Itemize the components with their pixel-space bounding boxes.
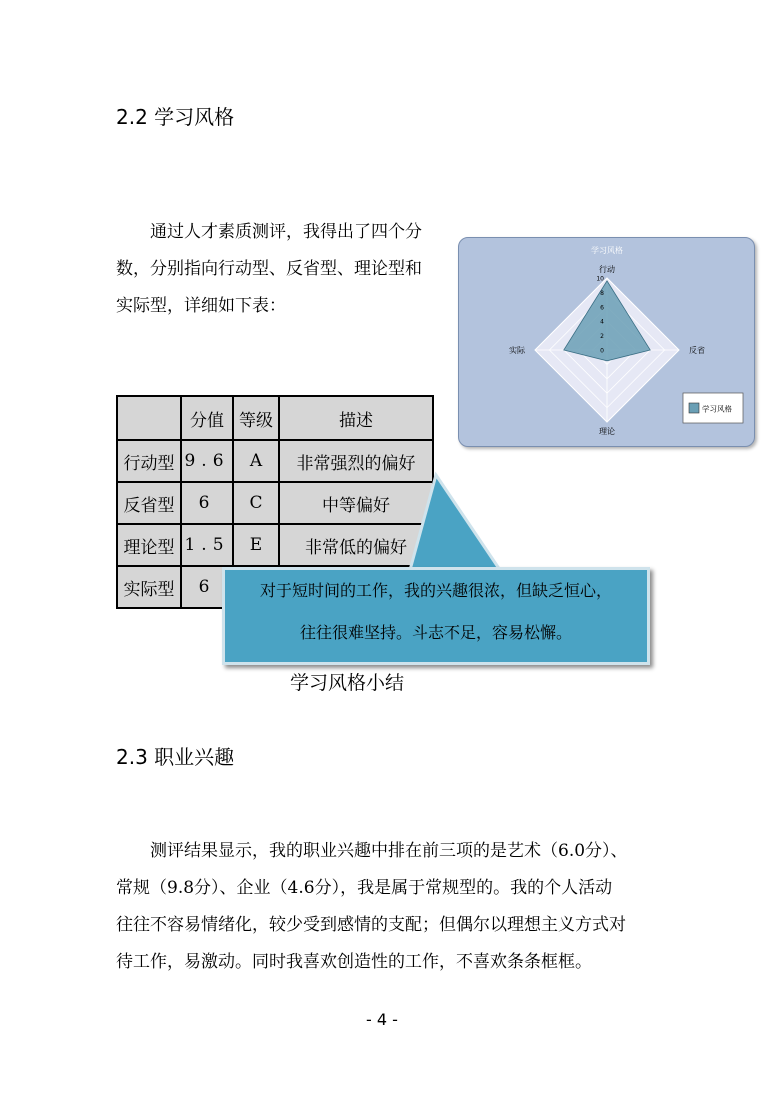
intro-paragraph <box>116 214 456 325</box>
table-cell-score: 6 <box>181 566 233 608</box>
career-line-3: 往往不容易情绪化，较少受到感情的支配；但偶尔以理想主义方式对 <box>116 915 626 935</box>
radar-tick-label: 2 <box>600 333 604 341</box>
table-header-row <box>117 396 433 440</box>
callout-box <box>222 567 650 665</box>
table-cell-score: 9.6 <box>181 440 233 482</box>
table-cell-type: 反省型 <box>117 482 181 524</box>
table-cell-desc: 非常强烈的偏好 <box>279 440 433 482</box>
table-header-cell: 等级 <box>233 396 279 440</box>
section-heading-learning-style: 2.2 学习风格 <box>116 105 235 129</box>
radar-axis-label: 实际 <box>509 346 525 355</box>
table-row <box>117 440 433 482</box>
table-cell-grade: A <box>233 440 279 482</box>
section-heading-career-interest: 2.3 职业兴趣 <box>116 745 235 769</box>
table-cell-grade: E <box>233 524 279 566</box>
radar-chart-svg <box>459 238 754 446</box>
callout-line-2: 往往很难坚持。斗志不足，容易松懈。 <box>299 623 572 642</box>
radar-tick-label: 4 <box>600 318 604 326</box>
table-caption: 学习风格小结 <box>290 672 405 694</box>
career-line-1: 测评结果显示，我的职业兴趣中排在前三项的是艺术（6.0分）、 <box>150 841 628 861</box>
intro-line-1: 通过人才素质测评，我得出了四个分 <box>150 222 422 242</box>
table-cell-type: 理论型 <box>117 524 181 566</box>
table-header-cell: 描述 <box>279 396 433 440</box>
intro-line-3: 实际型，详细如下表： <box>116 296 286 316</box>
chart-legend <box>683 393 743 423</box>
table-cell-desc: 中等偏好 <box>279 482 433 524</box>
radar-axis-label: 反省 <box>689 346 705 355</box>
table-cell-score: 1.5 <box>181 524 233 566</box>
radar-chart <box>458 237 755 447</box>
table-cell-type: 行动型 <box>117 440 181 482</box>
legend-label: 学习风格 <box>702 404 732 414</box>
chart-title: 学习风格 <box>591 246 623 255</box>
callout-line-1: 对于短时间的工作，我的兴趣很浓，但缺乏恒心， <box>259 581 612 600</box>
radar-axis-label: 理论 <box>599 427 615 436</box>
intro-line-2: 数，分别指向行动型、反省型、理论型和 <box>116 259 422 279</box>
table-cell-desc: 非常低的偏好 <box>279 524 433 566</box>
callout-pointer <box>400 470 510 580</box>
table-cell-grade: C <box>233 482 279 524</box>
table-header-cell <box>117 396 181 440</box>
table-cell-score: 6 <box>181 482 233 524</box>
career-paragraph <box>116 833 676 981</box>
career-line-4: 待工作，易激动。同时我喜欢创造性的工作，不喜欢条条框框。 <box>116 952 592 972</box>
table-header-cell: 分值 <box>181 396 233 440</box>
table-row <box>117 482 433 524</box>
career-line-2: 常规（9.8分）、企业（4.6分），我是属于常规型的。我的个人活动 <box>116 878 613 898</box>
radar-tick-label: 6 <box>600 304 604 312</box>
radar-axis-label: 行动 <box>599 265 615 274</box>
table-row <box>117 524 433 566</box>
table-cell-type: 实际型 <box>117 566 181 608</box>
radar-tick-label: 0 <box>600 347 604 355</box>
page-number: - 4 - <box>366 1010 398 1029</box>
radar-tick-label: 8 <box>600 289 604 297</box>
radar-tick-label: 10 <box>596 275 604 283</box>
legend-swatch <box>689 403 699 413</box>
